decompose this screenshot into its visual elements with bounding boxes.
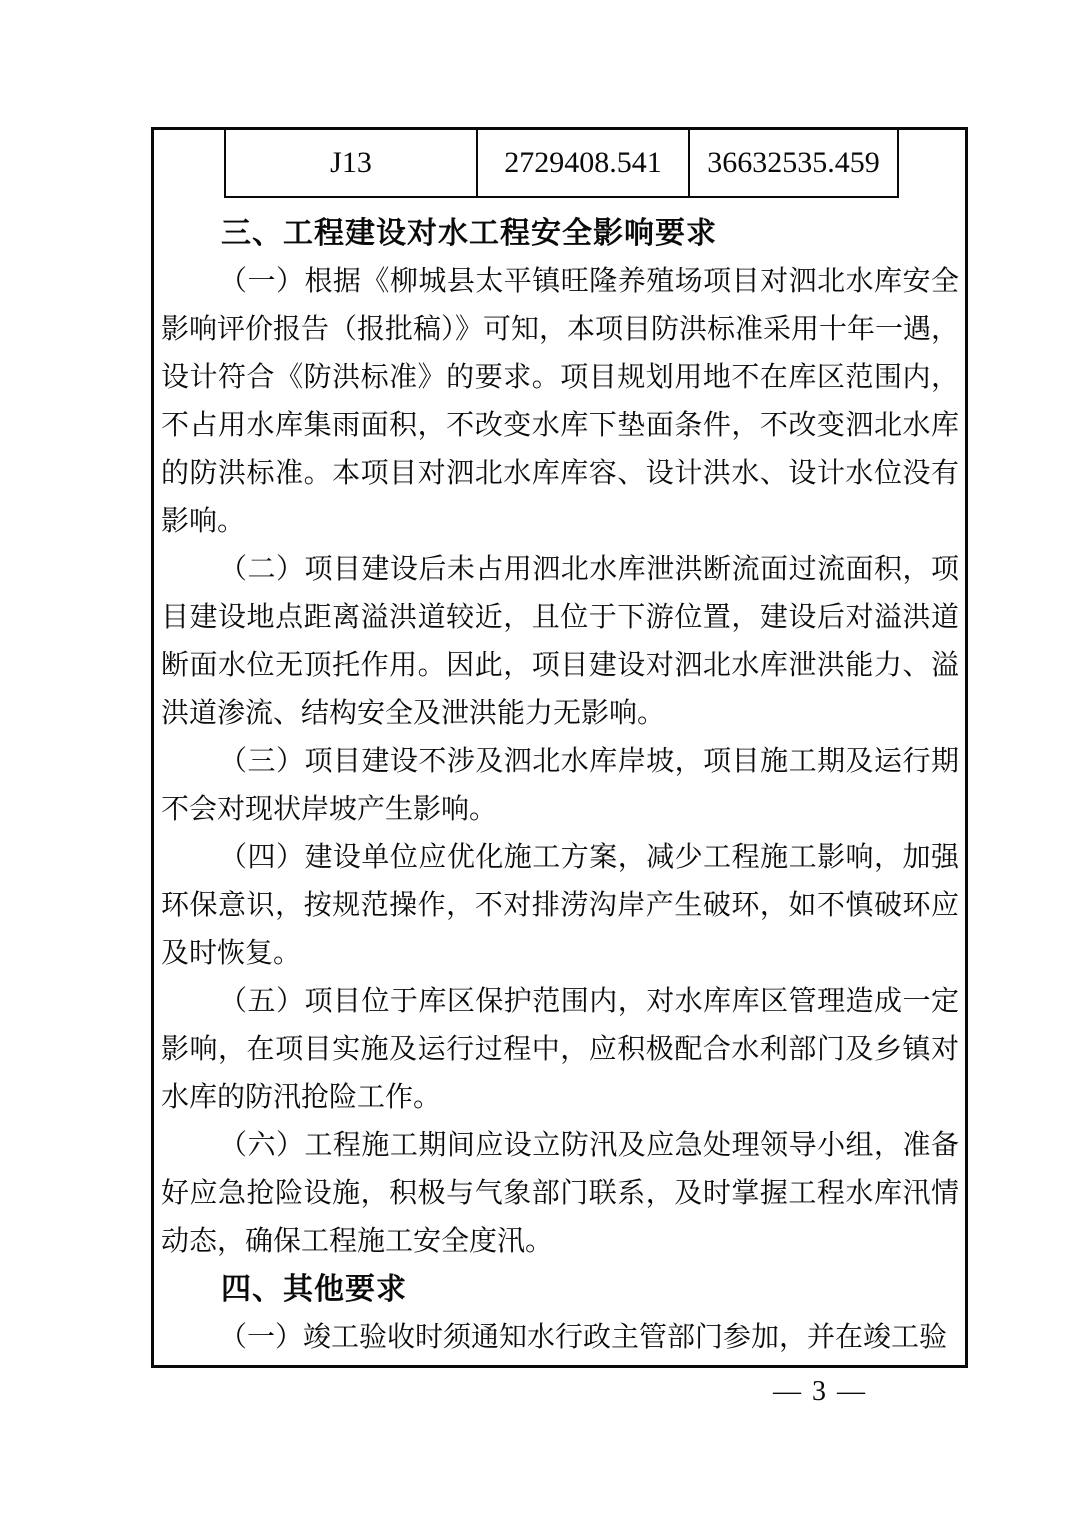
paragraph-4-1: （一）竣工验收时须通知水行政主管部门参加，并在竣工验 [219,1322,948,1353]
page-border-frame [151,127,968,1368]
section-heading-4: 四、其他要求 [221,1273,407,1306]
coordinates-table [224,130,899,198]
section-heading-3: 三、工程建设对水工程安全影响要求 [221,217,717,250]
page-number: — 3 — [773,1376,867,1407]
document-body-text [154,210,965,1362]
paragraph-3-2: （二）项目建设后未占用泗北水库泄洪断流面过流面积，项目建设地点距离溢洪道较近，且位于下游位置，建设后对溢洪道断面水位无顶托作用。因此，项目建设对泗北水库泄洪能力、溢洪道渗流、结构安全及泄洪能力无影响。 [161,554,959,729]
paragraph-3-1: （一）根据《柳城县太平镇旺隆养殖场项目对泗北水库安全影响评价报告（报批稿）》可知，本项目防洪标准采用十年一遇，设计符合《防洪标准》的要求。项目规划用地不在库区范围内，不占用水库集雨面积，不改变水库下垫面条件，不改变泗北水库的防洪标准。本项目对泗北水库库容、设计洪水、设计水位没有影响。 [161,266,960,537]
paragraph-3-6: （六）工程施工期间应设立防汛及应急处理领导小组，准备好应急抢险设施，积极与气象部门联系，及时掌握工程水库汛情动态，确保工程施工安全度汛。 [161,1130,959,1257]
paragraph-3-3: （三）项目建设不涉及泗北水库岸坡，项目施工期及运行期不会对现状岸坡产生影响。 [161,746,959,825]
paragraph-3-5: （五）项目位于库区保护范围内，对水库库区管理造成一定影响，在项目实施及运行过程中，应积极配合水利部门及乡镇对水库的防汛抢险工作。 [161,986,959,1113]
table-cell-x-coordinate: 2729408.541 [477,130,689,197]
paragraph-3-4: （四）建设单位应优化施工方案，减少工程施工影响，加强环保意识，按规范操作，不对排涝沟岸产生破环，如不慎破环应及时恢复。 [161,842,959,969]
table-cell-y-coordinate: 36632535.459 [689,130,898,197]
table-cell-point-id: J13 [225,130,477,197]
table-row [225,130,898,197]
